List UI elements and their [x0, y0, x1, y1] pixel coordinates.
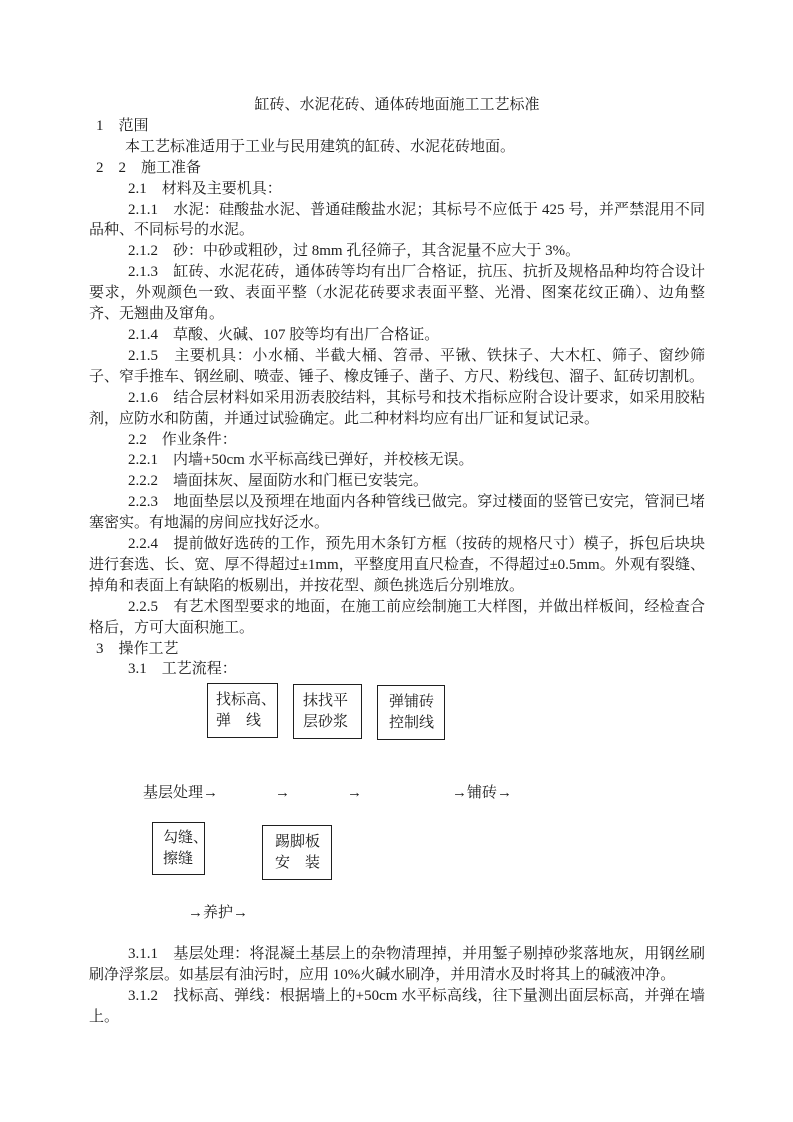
paragraph-2-2-4: 2.2.4 提前做好选砖的工作，预先用木条钉方框（按砖的规格尺寸）模子，拆包后块块进行套选、长、宽、厚不得超过±1mm，平整度用直尺检查，不得超过±0.5mm。外观有裂缝、掉角和表面上有缺陷的板剔出，并按花型、颜色挑选后分别堆放。: [89, 536, 705, 594]
paragraph-3-1: 3.1 工艺流程：: [128, 661, 237, 678]
flow-box-line: 控制线: [389, 714, 435, 731]
flow-box-brick-control-line: [377, 685, 445, 740]
paragraph-2-2: 2.2 作业条件：: [128, 431, 237, 448]
flow-box-line: 层砂浆: [303, 713, 349, 730]
flow-box-line: 擦缝: [163, 850, 194, 867]
paragraph-2-1-5: 2.1.5 主要机具：小水桶、半截大桶、笤帚、平锹、铁抹子、大木杠、筛子、窗纱筛子、窄手推车、钢丝刷、喷壶、锤子、橡皮锤子、凿子、方尺、粉线包、溜子、缸砖切割机。: [89, 347, 705, 385]
paragraph-2-2-5: 2.2.5 有艺术图型要求的地面，在施工前应绘制施工大样图，并做出样板间，经检查合格后，方可大面积施工。: [89, 598, 705, 636]
paragraph-2-1-6: 2.1.6 结合层材料如采用沥表胶结料，其标号和技术指标应附合设计要求，如采用胶粘剂，应防水和防菌，并通过试验确定。此二种材料均应有出厂证和复试记录。: [89, 389, 705, 427]
paragraph-2-2-3: 2.2.3 地面垫层以及预埋在地面内各种管线已做完。穿过楼面的竖管已安完，管洞已堵塞密实。有地漏的房间应找好泛水。: [89, 494, 705, 532]
document-body: [89, 95, 705, 1028]
flow-box-line: 勾缝、: [163, 830, 209, 846]
flow-box-line: 找标高、: [216, 692, 277, 708]
flow-box-line: 踢脚板: [275, 834, 321, 850]
paragraph-scope-body: 本工艺标准适用于工业与民用建筑的缸砖、水泥花砖地面。: [125, 138, 516, 155]
document-title: 缸砖、水泥花砖、通体砖地面施工工艺标准: [254, 97, 540, 113]
heading-scope: 1 范围: [96, 117, 149, 134]
paragraph-2-1-4: 2.1.4 草酸、火碱、107 胶等均有出厂合格证。: [128, 326, 440, 343]
paragraph-2-1-2: 2.1.2 砂：中砂或粗砂，过 8mm 孔径筛子，其含泥量不应大于 3%。: [128, 243, 581, 260]
flow-box-line: 弹 线: [216, 712, 262, 729]
heading-preparation: 2 2 施工准备: [96, 159, 202, 176]
paragraph-2-1: 2.1 材料及主要机具：: [128, 180, 282, 197]
heading-operation: 3 操作工艺: [96, 640, 179, 657]
paragraph-3-1-2: 3.1.2 找标高、弹线：根据墙上的+50cm 水平标高线，往下量测出面层标高，并弹在墙上。: [89, 988, 705, 1026]
flow-step-lay-bricks: →铺砖→: [452, 785, 513, 801]
paragraph-3-1-1: 3.1.1 基层处理：将混凝土基层上的杂物清理掉，并用錾子剔掉砂浆落地灰，用钢丝刷刷净浮浆层。如基层有油污时，应用 10%火碱水刷净，并用清水及时将其上的碱液冲净。: [89, 946, 705, 984]
flow-box-leveling-mortar: [293, 684, 362, 739]
flow-box-pointing-wiping: [152, 822, 209, 875]
flow-box-skirting-install: [262, 825, 332, 880]
flow-step-base-treatment: 基层处理→: [143, 785, 219, 801]
paragraph-2-2-1: 2.2.1 内墙+50cm 水平标高线已弹好，并校核无误。: [128, 452, 474, 469]
flow-step-curing: →养护→: [188, 905, 249, 921]
flow-box-line: 安 装: [275, 854, 321, 871]
flow-box-line: 弹铺砖: [389, 694, 435, 710]
paragraph-2-1-3: 2.1.3 缸砖、水泥花砖，通体砖等均有出厂合格证，抗压、抗折及规格品种均符合设计要求，外观颜色一致、表面平整（水泥花砖要求表面平整、光滑、图案花纹正确）、边角整齐、无翘曲及窜角。: [89, 264, 705, 323]
paragraph-2-2-2: 2.2.2 墙面抹灰、屋面防水和门框已安装完。: [128, 473, 429, 490]
arrow-right-icon: →: [347, 785, 362, 801]
flow-box-find-level-line: [207, 683, 278, 738]
paragraph-2-1-1: 2.1.1 水泥：硅酸盐水泥、普通硅酸盐水泥；其标号不应低于 425 号，并严禁混用不同品种、不同标号的水泥。: [89, 201, 705, 239]
arrow-right-icon: →: [275, 785, 290, 801]
flow-box-line: 抹找平: [303, 693, 349, 709]
